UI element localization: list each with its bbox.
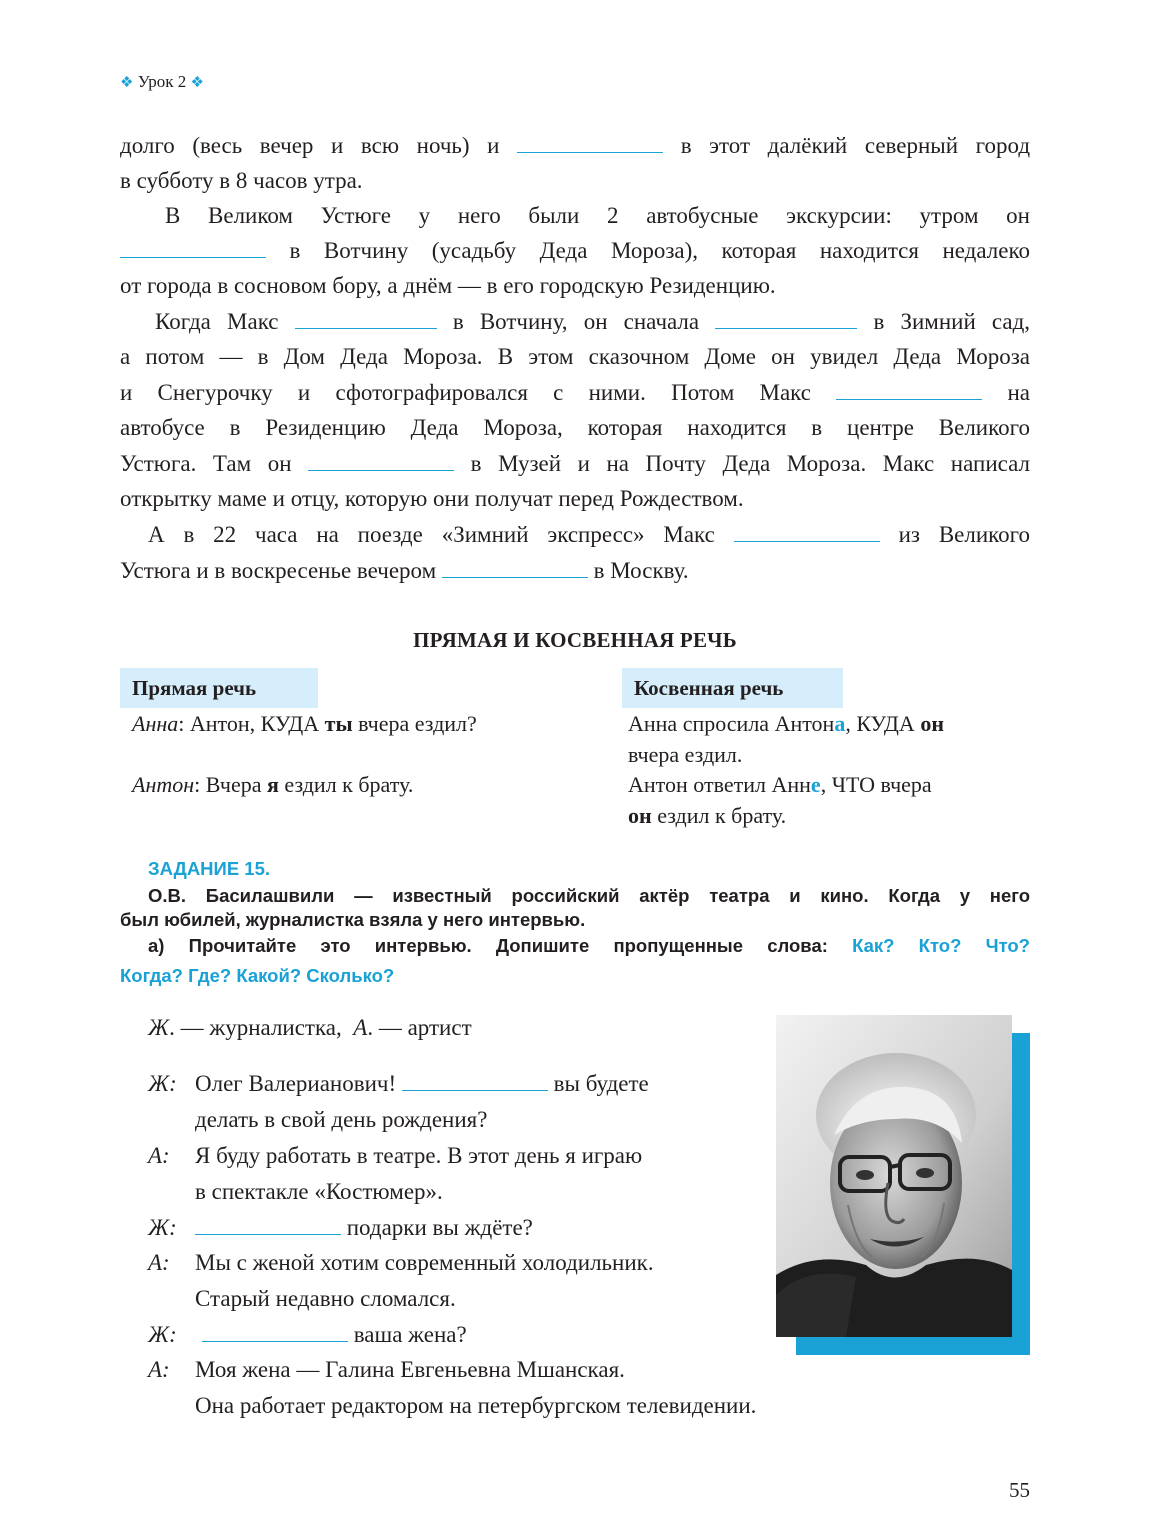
- story-line: автобусе в Резиденцию Деда Мороза, которая находится в центре Великого: [120, 415, 1030, 440]
- story-text: и Снегурочку и сфотографировался с ними. Потом Макс: [120, 380, 811, 405]
- grammar-title: ПРЯМАЯ И КОСВЕННАЯ РЕЧЬ: [413, 628, 737, 652]
- page-number: 55: [1009, 1478, 1030, 1502]
- story-line: открытку маме и отцу, которую они получат перед Рождеством.: [120, 486, 744, 511]
- story-line: [120, 128, 1030, 163]
- legend-text: . — артист: [367, 1015, 472, 1040]
- speaker-artist: А:: [148, 1250, 170, 1275]
- dialogue-line: Старый недавно сломался.: [195, 1286, 456, 1311]
- dialogue-line: Она работает редактором на петербургском телевидении.: [195, 1393, 757, 1418]
- answer-blank[interactable]: [517, 130, 663, 153]
- story-line: [120, 446, 1030, 481]
- story-text: из Великого: [898, 522, 1031, 547]
- lesson-label: Урок 2: [137, 72, 187, 91]
- indirect-speech-label: Косвенная речь: [622, 668, 843, 708]
- dialogue-text: подарки вы ждёте?: [346, 1215, 533, 1240]
- legend-text: . — журналистка,: [169, 1015, 342, 1040]
- story-text: Устюга. Там он: [120, 451, 292, 476]
- legend-abbrev: А: [353, 1015, 368, 1040]
- speaker-journalist: Ж:: [148, 1322, 177, 1347]
- speaker-journalist: Ж:: [148, 1215, 177, 1240]
- dialogue-line: в спектакле «Костюмер».: [195, 1179, 443, 1204]
- indirect-speech-example-cont: [628, 800, 786, 831]
- example-pronoun: он: [628, 803, 652, 828]
- example-text: , КУДА: [845, 711, 921, 736]
- dialogue-text: Олег Валерианович!: [195, 1071, 397, 1096]
- answer-blank[interactable]: [308, 448, 454, 471]
- example-text: Анна спросила Антон: [628, 711, 835, 736]
- task-title: ЗАДАНИЕ 15.: [148, 858, 271, 879]
- task-instruction: [148, 934, 1030, 958]
- dialogue-text: вы будете: [553, 1071, 649, 1096]
- question-words: Когда? Где? Какой? Сколько?: [120, 965, 395, 986]
- case-ending: е: [810, 772, 821, 797]
- story-line: В Великом Устюге у него были 2 автобусные экскурсии: утром он: [165, 203, 1030, 228]
- dialogue-line: [202, 1317, 467, 1353]
- example-text: ездил к брату.: [278, 772, 414, 797]
- story-line: [120, 375, 1030, 410]
- story-text: А в 22 часа на поезде «Зимний экспресс» Макс: [148, 522, 715, 547]
- indirect-speech-example-cont: вчера ездил.: [628, 742, 743, 767]
- answer-blank[interactable]: [295, 306, 437, 329]
- lesson-header: [120, 72, 204, 92]
- example-text: Антон ответил Анн: [628, 772, 811, 797]
- dialogue-line: Я буду работать в театре. В этот день я играю: [195, 1143, 643, 1168]
- story-line: в субботу в 8 часов утра.: [120, 168, 363, 193]
- task-intro: был юбилей, журналистка взяла у него интервью.: [120, 909, 586, 930]
- story-line: [120, 553, 1030, 588]
- actor-portrait-image: [776, 1015, 1012, 1337]
- answer-blank[interactable]: [734, 519, 880, 542]
- story-line: а потом — в Дом Деда Мороза. В этом сказочном Доме он увидел Деда Мороза: [120, 344, 1030, 369]
- answer-blank[interactable]: [442, 555, 588, 578]
- story-line: от города в сосновом бору, а днём — в его городскую Резиденцию.: [120, 273, 776, 298]
- story-text: в Зимний сад,: [873, 309, 1031, 334]
- example-text: , ЧТО вчера: [820, 772, 932, 797]
- dialogue-legend: [148, 1010, 472, 1046]
- answer-blank[interactable]: [195, 1212, 341, 1235]
- actor-photo: [776, 1015, 1012, 1337]
- speaker-artist: А:: [148, 1357, 170, 1382]
- example-text: : Антон, КУДА: [178, 711, 325, 736]
- story-line: [120, 233, 1030, 268]
- story-text: в Музей и на Почту Деда Мороза. Макс написал: [470, 451, 1031, 476]
- answer-blank[interactable]: [120, 235, 266, 258]
- task-intro: О.В. Басилашвили — известный российский актёр театра и кино. Когда у него: [148, 885, 1030, 906]
- speaker-name: Антон: [132, 772, 195, 797]
- instruction-text: а) Прочитайте это интервью. Допишите пропущенные слова:: [148, 935, 853, 956]
- example-pronoun: я: [267, 772, 279, 797]
- story-text: в Вотчину, он сначала: [452, 309, 700, 334]
- example-text: вчера ездил?: [352, 711, 477, 736]
- direct-speech-example: [132, 708, 477, 739]
- case-ending: а: [834, 711, 846, 736]
- example-pronoun: он: [920, 711, 944, 736]
- question-words: Как? Кто? Что?: [852, 935, 1030, 956]
- story-text: на: [1007, 380, 1031, 405]
- story-line: [155, 304, 1030, 339]
- diamond-icon: ❖: [120, 75, 134, 91]
- direct-speech-example: [132, 769, 413, 800]
- dialogue-line: [195, 1210, 533, 1246]
- dialogue-text: ваша жена?: [353, 1322, 467, 1347]
- answer-blank[interactable]: [715, 306, 857, 329]
- story-text: Устюга и в воскресенье вечером: [120, 558, 437, 583]
- example-pronoun: ты: [324, 711, 353, 736]
- diamond-icon: ❖: [190, 75, 204, 91]
- dialogue-line: делать в свой день рождения?: [195, 1107, 488, 1132]
- story-text: в этот далёкий северный город: [680, 133, 1031, 158]
- indirect-speech-example: [628, 769, 932, 800]
- story-text: Когда Макс: [155, 309, 279, 334]
- example-text: : Вчера: [194, 772, 267, 797]
- story-line: [148, 517, 1030, 552]
- speaker-name: Анна: [132, 711, 179, 736]
- dialogue-line: Мы с женой хотим современный холодильник.: [195, 1250, 654, 1275]
- speaker-artist: А:: [148, 1143, 170, 1168]
- answer-blank[interactable]: [402, 1068, 548, 1091]
- indirect-speech-example: [628, 708, 944, 739]
- dialogue-line: [195, 1066, 649, 1102]
- story-text: в Вотчину (усадьбу Деда Мороза), которая находится недалеко: [289, 238, 1030, 263]
- story-text: в Москву.: [593, 558, 689, 583]
- answer-blank[interactable]: [202, 1319, 348, 1342]
- answer-blank[interactable]: [836, 377, 982, 400]
- direct-speech-label: Прямая речь: [120, 668, 318, 708]
- speaker-journalist: Ж:: [148, 1071, 177, 1096]
- legend-abbrev: Ж: [148, 1015, 170, 1040]
- story-text: долго (весь вечер и всю ночь) и: [120, 133, 500, 158]
- example-text: ездил к брату.: [651, 803, 787, 828]
- dialogue-line: Моя жена — Галина Евгеньевна Мшанская.: [195, 1357, 625, 1382]
